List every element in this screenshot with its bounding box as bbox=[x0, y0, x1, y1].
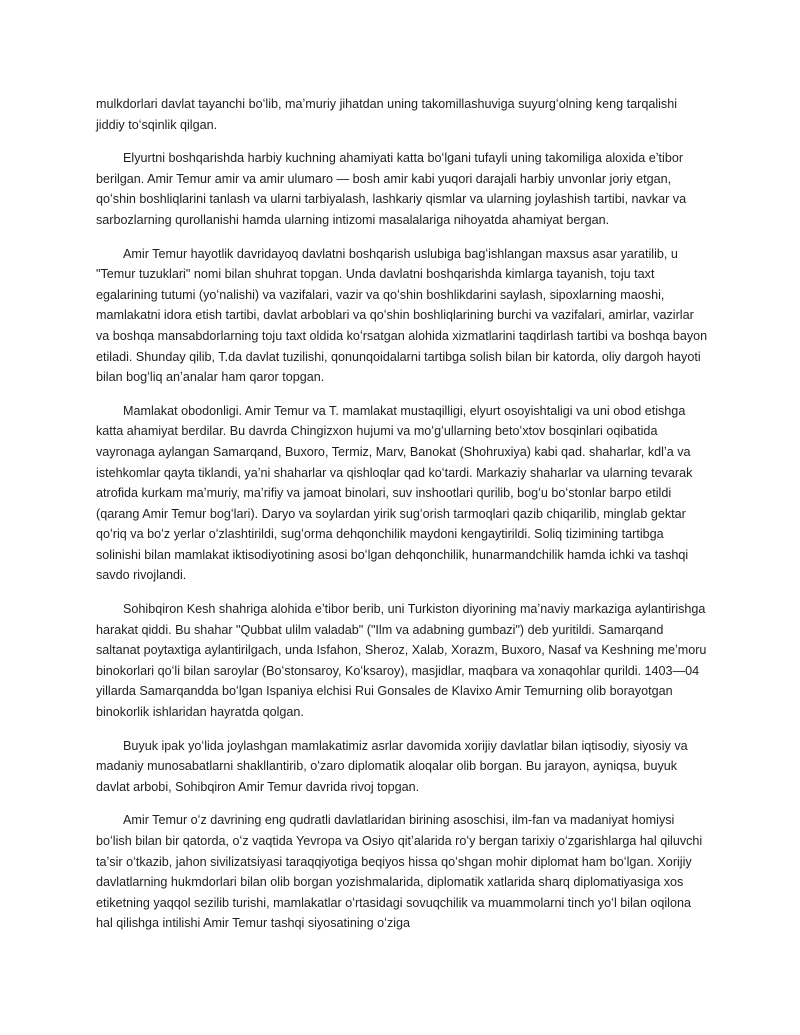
document-page bbox=[96, 94, 708, 947]
paragraph-obodonlik: Mamlakat obodonligi. Amir Temur va T. mamlakat mustaqilligi, elyurt osoyishtaligi va uni obod etishga katta ahamiyat berdilar. Bu davrda Chingizxon hujumi va moʻgʻullarning betoʻxtov bosqinlari oqibatida vayronaga aylangan Samarqand, Buxoro, Termiz, Marv, Banokat (Shohruxiya) kabi qad. shaharlar, kdlʼa va istehkomlar qayta tiklandi, yaʼni shaharlar va qishloqlar qad koʻtardi. Markaziy shaharlar va ularning tevarak atrofida kurkam maʼmuriy, maʼrifiy va jamoat binolari, suv inshootlari qurilib, bogʻu boʻstonlar barpo etildi (qarang Amir Temur bogʻlari). Daryo va soylardan yirik sugʻorish tarmoqlari qazib chiqarilib, minglab gektar qoʻriq va boʻz yerlar oʻzlashtirildi, sugʻorma dehqonchilik maydoni kengaytirildi. Soliq tizimining tartibga solinishi bilan mamlakat iktisodiyotining asosi boʻlgan dehqonchilik, hunarmandchilik hamda ichki va tashqi savdo rivojlandi. bbox=[96, 403, 693, 583]
paragraph-continuation: mulkdorlari davlat tayanchi boʻlib, maʼmuriy jihatdan uning takomillashuviga suyurgʻolning keng tarqalishi jiddiy toʻsqinlik qilgan. bbox=[96, 97, 678, 132]
paragraph-ipak-yoli: Buyuk ipak yoʻlida joylashgan mamlakatimiz asrlar davomida xorijiy davlatlar bilan iqtisodiy, siyosiy va madaniy munosabatlarni shakllantirib, oʻzaro diplomatik aloqalar olib borgan. Bu jarayon, ayniqsa, buyuk davlat arbobi, Sohibqiron Amir Temur davrida rivoj topgan. bbox=[96, 738, 688, 794]
paragraph-diplomat: Amir Temur oʻz davrining eng qudratli davlatlaridan birining asoschisi, ilm-fan va madaniyat homiysi boʻlish bilan bir qatorda, oʻz vaqtida Yevropa va Osiyo qitʼalarida roʻy bergan tarixiy oʻzgarishlarga hal qiluvchi taʼsir oʻtkazib, jahon sivilizatsiyasi taraqqiyotiga beqiyos hissa qoʻshgan mohir diplomat ham boʻlgan. Xorijiy davlatlarning hukmdorlari bilan olib borgan yozishmalarida, diplomatik xatlarida sharq diplomatiyasiga xos etiketning yaqqol sezilib turishi, mamlakatlar oʻrtasidagi sovuqchilik va muammolarni tinch yoʻl bilan oqilona hal qilishga intilishi Amir Temur tashqi siyosatining oʻziga bbox=[96, 813, 703, 931]
paragraph-kesh: Sohibqiron Kesh shahriga alohida eʼtibor berib, uni Turkiston diyorining maʼnaviy markaziga aylantirishga harakat qiddi. Bu shahar "Qubbat ulilm valadab" ("Ilm va adabning gumbazi") deb yuritildi. Samarqand saltanat poytaxtiga aylantirilgach, unda Isfahon, Sheroz, Xalab, Xorazm, Buxoro, Nasaf va Keshning meʼmoru binokorlari qoʻli bilan saroylar (Boʻstonsaroy, Koʻksaroy), masjidlar, maqbara va xonaqohlar qurildi. 1403—04 yillarda Samarqandda boʻlgan Ispaniya elchisi Rui Gonsales de Klavixo Amir Temurning olib borayotgan binokorlik ishlaridan hayratda qolgan. bbox=[96, 602, 707, 720]
paragraph-temur-tuzuklari: Amir Temur hayotlik davridayoq davlatni boshqarish uslubiga bagʻishlangan maxsus asar yaratilib, u "Temur tuzuklari" nomi bilan shuhrat topgan. Unda davlatni boshqarishda kimlarga tayanish, toju taxt egalarining tutumi (yoʻnalishi) va vazifalari, vazir va qoʻshin boshlikdarini saylash, sipoxlarning maoshi, mamlakatni idora etish tartibi, davlat arboblari va qoʻshin boshliqlarining burchi va vazifalari, amirlar, vazirlar va boshqa mansabdorlarning toju taxt oldida koʻrsatgan alohida xizmatlarini taqdirlash tartibi va boshqa bayon etiladi. Shunday qilib, T.da davlat tuzilishi, qonunqoidalarni tartibga solish bilan bir katorda, oliy dargoh hayoti bilan bogʻliq anʼanalar ham qaror topgan. bbox=[96, 246, 708, 385]
paragraph-military: Elyurtni boshqarishda harbiy kuchning ahamiyati katta boʻlgani tufayli uning takomiliga aloxida eʼtibor berilgan. Amir Temur amir va amir ulumaro — bosh amir kabi yuqori darajali harbiy unvonlar joriy etgan, qoʻshin boshliqlarini tanlash va ularni tarbiyalash, lashkariy qismlar va ularning joylashish tartibi, navkar va sarbozlarning qurollanishi hamda ularning intizomi masalalariga nihoyatda ahamiyat bergan. bbox=[96, 151, 687, 227]
